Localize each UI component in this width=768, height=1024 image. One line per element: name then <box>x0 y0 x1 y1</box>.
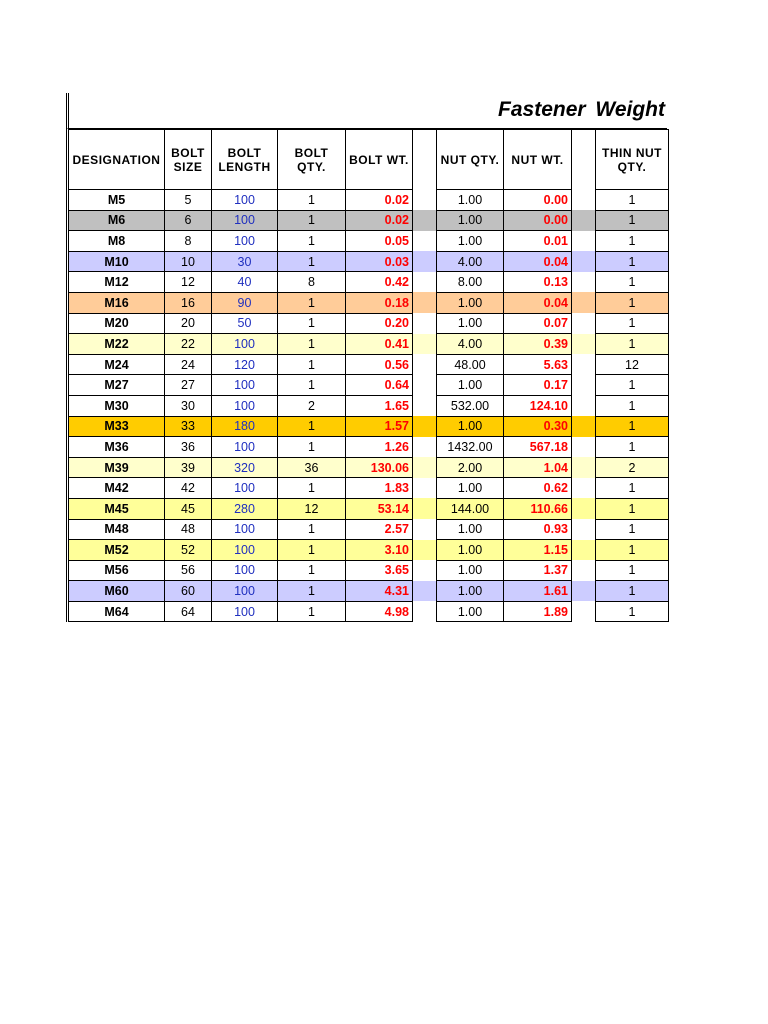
cell-nut-qty: 1.00 <box>437 190 504 211</box>
cell-thin-nut-qty: 1 <box>596 519 669 540</box>
cell-bolt-qty: 2 <box>278 395 346 416</box>
table-row <box>68 210 669 231</box>
cell-thin-nut-qty: 1 <box>596 313 669 334</box>
cell-bolt-qty: 1 <box>278 210 346 231</box>
cell-spacer <box>572 272 596 293</box>
cell-bolt-wt: 1.57 <box>346 416 413 437</box>
header-nut-qty: NUT QTY. <box>437 130 504 190</box>
table-row <box>68 416 669 437</box>
cell-bolt-qty: 1 <box>278 313 346 334</box>
table-body <box>68 190 669 622</box>
cell-bolt-length: 280 <box>212 498 278 519</box>
table-row <box>68 272 669 293</box>
cell-nut-qty: 1.00 <box>437 560 504 581</box>
cell-bolt-size: 30 <box>165 395 212 416</box>
cell-bolt-size: 45 <box>165 498 212 519</box>
cell-nut-qty: 1.00 <box>437 375 504 396</box>
cell-bolt-size: 33 <box>165 416 212 437</box>
cell-nut-wt: 1.04 <box>504 457 572 478</box>
cell-bolt-length: 100 <box>212 231 278 252</box>
cell-nut-wt: 124.10 <box>504 395 572 416</box>
cell-bolt-wt: 0.18 <box>346 292 413 313</box>
cell-bolt-wt: 0.05 <box>346 231 413 252</box>
cell-nut-wt: 110.66 <box>504 498 572 519</box>
table-row <box>68 560 669 581</box>
cell-bolt-size: 48 <box>165 519 212 540</box>
cell-designation: M56 <box>68 560 165 581</box>
cell-spacer <box>572 210 596 231</box>
cell-bolt-size: 5 <box>165 190 212 211</box>
cell-nut-qty: 1432.00 <box>437 437 504 458</box>
cell-spacer <box>413 231 437 252</box>
cell-bolt-qty: 1 <box>278 231 346 252</box>
cell-thin-nut-qty: 1 <box>596 560 669 581</box>
cell-thin-nut-qty: 1 <box>596 272 669 293</box>
cell-bolt-size: 8 <box>165 231 212 252</box>
cell-spacer <box>413 457 437 478</box>
cell-bolt-length: 100 <box>212 334 278 355</box>
cell-bolt-size: 12 <box>165 272 212 293</box>
header-spacer <box>572 130 596 190</box>
cell-bolt-length: 100 <box>212 601 278 622</box>
cell-nut-wt: 0.17 <box>504 375 572 396</box>
cell-bolt-length: 100 <box>212 478 278 499</box>
cell-thin-nut-qty: 1 <box>596 498 669 519</box>
cell-bolt-size: 39 <box>165 457 212 478</box>
cell-thin-nut-qty: 1 <box>596 190 669 211</box>
cell-bolt-size: 10 <box>165 251 212 272</box>
cell-nut-wt: 0.04 <box>504 251 572 272</box>
cell-bolt-size: 60 <box>165 581 212 602</box>
cell-spacer <box>572 334 596 355</box>
cell-designation: M64 <box>68 601 165 622</box>
cell-nut-qty: 1.00 <box>437 601 504 622</box>
cell-nut-qty: 4.00 <box>437 251 504 272</box>
table-row <box>68 581 669 602</box>
cell-nut-wt: 0.93 <box>504 519 572 540</box>
cell-designation: M8 <box>68 231 165 252</box>
cell-bolt-wt: 0.03 <box>346 251 413 272</box>
cell-designation: M45 <box>68 498 165 519</box>
header-row <box>68 130 669 190</box>
cell-bolt-wt: 1.26 <box>346 437 413 458</box>
cell-thin-nut-qty: 2 <box>596 457 669 478</box>
cell-bolt-wt: 4.98 <box>346 601 413 622</box>
table-row <box>68 313 669 334</box>
cell-bolt-qty: 1 <box>278 437 346 458</box>
cell-designation: M36 <box>68 437 165 458</box>
table-row <box>68 251 669 272</box>
cell-nut-qty: 1.00 <box>437 231 504 252</box>
table-row <box>68 498 669 519</box>
cell-thin-nut-qty: 1 <box>596 601 669 622</box>
cell-bolt-qty: 1 <box>278 478 346 499</box>
fastener-table <box>66 129 669 622</box>
table-row <box>68 395 669 416</box>
table-row <box>68 354 669 375</box>
cell-bolt-size: 16 <box>165 292 212 313</box>
cell-spacer <box>572 231 596 252</box>
title-row <box>66 93 667 129</box>
cell-bolt-wt: 53.14 <box>346 498 413 519</box>
cell-designation: M22 <box>68 334 165 355</box>
cell-spacer <box>572 560 596 581</box>
cell-bolt-length: 320 <box>212 457 278 478</box>
cell-nut-qty: 48.00 <box>437 354 504 375</box>
cell-bolt-size: 20 <box>165 313 212 334</box>
cell-spacer <box>413 601 437 622</box>
cell-designation: M52 <box>68 540 165 561</box>
cell-nut-qty: 1.00 <box>437 478 504 499</box>
cell-bolt-qty: 1 <box>278 292 346 313</box>
cell-nut-wt: 5.63 <box>504 354 572 375</box>
header-thin-nut-qty: THIN NUT QTY. <box>596 130 669 190</box>
cell-thin-nut-qty: 12 <box>596 354 669 375</box>
cell-nut-wt: 567.18 <box>504 437 572 458</box>
cell-designation: M39 <box>68 457 165 478</box>
cell-bolt-size: 52 <box>165 540 212 561</box>
cell-spacer <box>572 375 596 396</box>
cell-designation: M12 <box>68 272 165 293</box>
cell-spacer <box>572 190 596 211</box>
cell-spacer <box>572 478 596 499</box>
cell-spacer <box>572 354 596 375</box>
table-row <box>68 292 669 313</box>
sheet-title: Fastener Weight <box>498 98 665 121</box>
cell-spacer <box>413 478 437 499</box>
cell-nut-qty: 1.00 <box>437 519 504 540</box>
cell-spacer <box>413 560 437 581</box>
header-bolt-wt: BOLT WT. <box>346 130 413 190</box>
cell-spacer <box>572 498 596 519</box>
cell-nut-wt: 0.62 <box>504 478 572 499</box>
header-spacer <box>413 130 437 190</box>
cell-spacer <box>413 581 437 602</box>
cell-thin-nut-qty: 1 <box>596 437 669 458</box>
cell-bolt-qty: 1 <box>278 334 346 355</box>
cell-spacer <box>413 354 437 375</box>
table-row <box>68 478 669 499</box>
cell-bolt-qty: 1 <box>278 416 346 437</box>
cell-nut-wt: 1.89 <box>504 601 572 622</box>
cell-spacer <box>413 272 437 293</box>
cell-bolt-length: 90 <box>212 292 278 313</box>
cell-bolt-qty: 1 <box>278 519 346 540</box>
cell-thin-nut-qty: 1 <box>596 210 669 231</box>
cell-designation: M42 <box>68 478 165 499</box>
cell-bolt-length: 100 <box>212 519 278 540</box>
header-nut-wt: NUT WT. <box>504 130 572 190</box>
cell-spacer <box>572 313 596 334</box>
cell-nut-qty: 532.00 <box>437 395 504 416</box>
cell-bolt-length: 40 <box>212 272 278 293</box>
cell-designation: M16 <box>68 292 165 313</box>
cell-bolt-wt: 0.41 <box>346 334 413 355</box>
cell-spacer <box>413 313 437 334</box>
cell-spacer <box>413 210 437 231</box>
cell-designation: M10 <box>68 251 165 272</box>
cell-bolt-length: 100 <box>212 540 278 561</box>
fastener-weight-sheet <box>66 93 667 622</box>
cell-thin-nut-qty: 1 <box>596 375 669 396</box>
cell-designation: M24 <box>68 354 165 375</box>
cell-designation: M48 <box>68 519 165 540</box>
cell-spacer <box>413 519 437 540</box>
cell-thin-nut-qty: 1 <box>596 334 669 355</box>
cell-nut-qty: 2.00 <box>437 457 504 478</box>
cell-bolt-size: 24 <box>165 354 212 375</box>
cell-nut-wt: 0.13 <box>504 272 572 293</box>
cell-bolt-qty: 8 <box>278 272 346 293</box>
cell-bolt-qty: 1 <box>278 354 346 375</box>
cell-designation: M33 <box>68 416 165 437</box>
cell-bolt-wt: 0.20 <box>346 313 413 334</box>
table-row <box>68 601 669 622</box>
cell-bolt-size: 42 <box>165 478 212 499</box>
header-bolt-length: BOLT LENGTH <box>212 130 278 190</box>
cell-nut-qty: 1.00 <box>437 313 504 334</box>
cell-bolt-wt: 0.02 <box>346 190 413 211</box>
cell-thin-nut-qty: 1 <box>596 478 669 499</box>
cell-bolt-wt: 1.65 <box>346 395 413 416</box>
cell-bolt-wt: 130.06 <box>346 457 413 478</box>
cell-spacer <box>572 395 596 416</box>
cell-thin-nut-qty: 1 <box>596 581 669 602</box>
cell-bolt-wt: 0.64 <box>346 375 413 396</box>
cell-spacer <box>413 498 437 519</box>
cell-spacer <box>413 416 437 437</box>
header-bolt-size: BOLT SIZE <box>165 130 212 190</box>
cell-designation: M20 <box>68 313 165 334</box>
cell-designation: M60 <box>68 581 165 602</box>
table-row <box>68 231 669 252</box>
cell-bolt-qty: 36 <box>278 457 346 478</box>
cell-nut-wt: 0.00 <box>504 190 572 211</box>
cell-spacer <box>572 519 596 540</box>
cell-spacer <box>413 251 437 272</box>
header-bolt-qty: BOLT QTY. <box>278 130 346 190</box>
cell-bolt-qty: 12 <box>278 498 346 519</box>
header-designation: DESIGNATION <box>68 130 165 190</box>
cell-bolt-size: 27 <box>165 375 212 396</box>
cell-bolt-size: 6 <box>165 210 212 231</box>
cell-bolt-length: 100 <box>212 437 278 458</box>
cell-thin-nut-qty: 1 <box>596 251 669 272</box>
cell-bolt-size: 64 <box>165 601 212 622</box>
cell-bolt-wt: 3.65 <box>346 560 413 581</box>
cell-bolt-size: 22 <box>165 334 212 355</box>
cell-nut-wt: 0.30 <box>504 416 572 437</box>
cell-spacer <box>413 540 437 561</box>
cell-nut-wt: 0.07 <box>504 313 572 334</box>
table-row <box>68 457 669 478</box>
cell-spacer <box>572 437 596 458</box>
table-row <box>68 375 669 396</box>
cell-spacer <box>572 292 596 313</box>
cell-thin-nut-qty: 1 <box>596 540 669 561</box>
cell-nut-qty: 1.00 <box>437 210 504 231</box>
cell-spacer <box>413 334 437 355</box>
table-row <box>68 190 669 211</box>
cell-spacer <box>572 416 596 437</box>
cell-nut-wt: 0.04 <box>504 292 572 313</box>
cell-spacer <box>572 251 596 272</box>
cell-designation: M27 <box>68 375 165 396</box>
cell-nut-qty: 4.00 <box>437 334 504 355</box>
cell-spacer <box>572 581 596 602</box>
cell-thin-nut-qty: 1 <box>596 416 669 437</box>
cell-bolt-length: 100 <box>212 375 278 396</box>
cell-bolt-length: 100 <box>212 581 278 602</box>
table-row <box>68 540 669 561</box>
cell-bolt-length: 100 <box>212 210 278 231</box>
cell-bolt-length: 30 <box>212 251 278 272</box>
cell-spacer <box>413 437 437 458</box>
cell-thin-nut-qty: 1 <box>596 231 669 252</box>
cell-bolt-wt: 2.57 <box>346 519 413 540</box>
cell-nut-wt: 0.39 <box>504 334 572 355</box>
cell-designation: M6 <box>68 210 165 231</box>
table-row <box>68 334 669 355</box>
cell-bolt-qty: 1 <box>278 540 346 561</box>
cell-bolt-length: 180 <box>212 416 278 437</box>
cell-bolt-wt: 0.02 <box>346 210 413 231</box>
cell-nut-qty: 1.00 <box>437 416 504 437</box>
cell-spacer <box>413 190 437 211</box>
cell-nut-qty: 1.00 <box>437 581 504 602</box>
cell-bolt-length: 120 <box>212 354 278 375</box>
cell-bolt-length: 100 <box>212 560 278 581</box>
cell-nut-qty: 144.00 <box>437 498 504 519</box>
cell-nut-wt: 1.61 <box>504 581 572 602</box>
cell-nut-wt: 1.37 <box>504 560 572 581</box>
cell-bolt-qty: 1 <box>278 375 346 396</box>
table-row <box>68 437 669 458</box>
cell-nut-qty: 1.00 <box>437 292 504 313</box>
cell-bolt-wt: 1.83 <box>346 478 413 499</box>
cell-designation: M30 <box>68 395 165 416</box>
cell-spacer <box>413 292 437 313</box>
cell-spacer <box>413 395 437 416</box>
cell-spacer <box>572 457 596 478</box>
cell-nut-wt: 0.00 <box>504 210 572 231</box>
cell-bolt-qty: 1 <box>278 560 346 581</box>
cell-nut-wt: 1.15 <box>504 540 572 561</box>
cell-bolt-length: 50 <box>212 313 278 334</box>
cell-designation: M5 <box>68 190 165 211</box>
cell-bolt-size: 36 <box>165 437 212 458</box>
cell-spacer <box>413 375 437 396</box>
cell-bolt-wt: 3.10 <box>346 540 413 561</box>
cell-bolt-qty: 1 <box>278 581 346 602</box>
cell-bolt-size: 56 <box>165 560 212 581</box>
cell-bolt-qty: 1 <box>278 601 346 622</box>
table-row <box>68 519 669 540</box>
cell-spacer <box>572 601 596 622</box>
cell-thin-nut-qty: 1 <box>596 292 669 313</box>
cell-bolt-wt: 4.31 <box>346 581 413 602</box>
cell-nut-qty: 8.00 <box>437 272 504 293</box>
cell-thin-nut-qty: 1 <box>596 395 669 416</box>
cell-bolt-wt: 0.42 <box>346 272 413 293</box>
cell-bolt-qty: 1 <box>278 251 346 272</box>
cell-bolt-wt: 0.56 <box>346 354 413 375</box>
cell-spacer <box>572 540 596 561</box>
cell-bolt-length: 100 <box>212 190 278 211</box>
cell-bolt-qty: 1 <box>278 190 346 211</box>
cell-bolt-length: 100 <box>212 395 278 416</box>
cell-nut-wt: 0.01 <box>504 231 572 252</box>
cell-nut-qty: 1.00 <box>437 540 504 561</box>
